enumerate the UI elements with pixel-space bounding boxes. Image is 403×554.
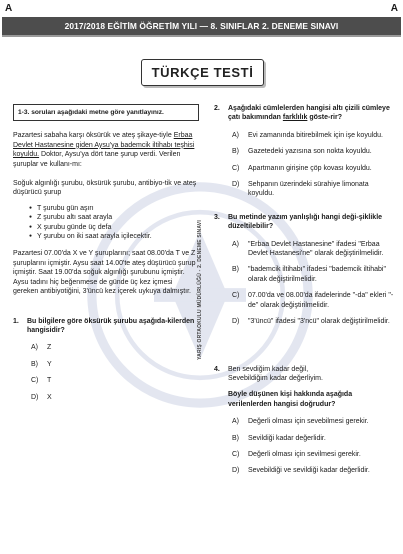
right-column (214, 104, 394, 483)
option-key: C) (31, 377, 39, 385)
option-text: 07.00'da ve 08.00'da ifadelerinde "-da" ekleri "-de" olarak değiştirilmelidir. (248, 292, 394, 309)
list-item: ● Z şurubu altı saat arayla (29, 213, 199, 222)
option-d[interactable] (31, 393, 199, 402)
quote-line-2: Sevebildiğim kadar değerliyim. (228, 374, 323, 382)
underlined-sentence: Erbaa Devlet Hastanesine giden Aysu'ya bademcik iltihabı teşhisi koyuldu. (13, 132, 195, 159)
option-text: "3'üncü" ifadesi "3'ncü" olarak değiştirilmelidir. (248, 318, 390, 326)
instruction-box: 1-3. soruları aşağıdaki metne göre yanıtlayınız. (13, 104, 199, 121)
question-number-spacer (214, 390, 228, 409)
question-2 (214, 104, 394, 123)
option-text: Sevildiği kadar değerlidir. (248, 434, 326, 442)
question-number: 1. (13, 317, 19, 325)
option-key: B) (232, 434, 239, 442)
option-key: A) (232, 131, 239, 139)
option-text: X (47, 393, 52, 401)
option-d[interactable] (232, 466, 394, 475)
option-text: Apartmanın girişine çöp kovası koyuldu. (248, 164, 372, 172)
option-text: Y (47, 360, 52, 368)
question-text (228, 104, 394, 123)
option-text: Sevebildiği ve sevildiği kadar değerlidir. (248, 467, 370, 475)
option-key: C) (232, 292, 240, 300)
option-a[interactable] (232, 240, 394, 259)
subject-title-box (141, 59, 264, 86)
option-a[interactable] (31, 343, 199, 352)
option-key: D) (232, 467, 240, 475)
question-3 (214, 213, 394, 232)
option-key: D) (31, 393, 39, 401)
option-c[interactable] (232, 164, 394, 173)
option-key: B) (232, 148, 239, 156)
question-number: 2. (214, 105, 220, 112)
option-text: Değerli olması için sevebilmesi gerekir. (248, 418, 369, 426)
option-d[interactable] (232, 180, 394, 199)
question-text-end: göste-rir? (307, 114, 342, 122)
booklet-letter-left: A (5, 3, 13, 14)
school-side-label: YARIŞ ORTAOKULU MÜDÜRLÜĞÜ - 2. DENEME SINAVI (197, 220, 203, 360)
left-column (13, 104, 199, 409)
option-key: A) (232, 418, 239, 426)
reading-paragraph-3: Pazartesi 07.00'da X ve Y şuruplarını; saat 08.00'da T ve Z şuruplarını içmiştir. Aysu saat 14.00'te ateş düşürücü şurup içmiştir. Saat 19.00'da soğuk algınlığı şurubunu içmiştir. Aysu tadını hiç beğenmese de günde üç kez içmesi gereken antibiyotiğini, 3'üncü kez içerek uykuya dalmıştır. (13, 250, 196, 296)
option-key: C) (232, 164, 240, 172)
question-1 (13, 317, 199, 336)
question-4 (214, 365, 394, 384)
paragraph-1-end: Doktor, Aysu'ya dört tane şurup verdi. Verilen şuruplar ve kullanı-mı: (13, 151, 181, 168)
exam-title: 2017/2018 EĞİTİM ÖĞRETİM YILI — 8. SINIFLAR 2. DENEME SINAVI (64, 21, 339, 31)
reading-paragraph-1 (13, 131, 199, 169)
option-b[interactable] (232, 434, 394, 443)
question-text: Böyle düşünen kişi hakkında aşağıda verilenlerden hangisi doğrudur? (228, 391, 353, 408)
list-item: ● T şurubu gün aşırı (29, 204, 199, 213)
question-number: 4. (214, 365, 220, 373)
question-4-prompt (214, 390, 394, 409)
reading-paragraph-2: Soğuk algınlığı şurubu, öksürük şurubu, antibiyo-tik ve ateş düşürücü şurup (13, 180, 197, 197)
option-c[interactable] (232, 291, 394, 310)
option-b[interactable] (232, 147, 394, 156)
option-b[interactable] (232, 265, 394, 284)
option-a[interactable] (232, 131, 394, 140)
option-text: Z (47, 344, 52, 352)
option-key: D) (232, 318, 240, 326)
underlined-word: farklılık (282, 114, 308, 122)
option-key: B) (31, 360, 38, 368)
question-1-options (31, 343, 199, 402)
question-text: Bu bilgilere göre öksürük şurubu aşağıda-kilerden hangisidir? (27, 317, 195, 334)
question-number: 3. (214, 213, 220, 221)
question-quote (228, 365, 394, 384)
option-c[interactable] (31, 376, 199, 385)
quote-line-1: Ben sevdiğim kadar değil, (228, 365, 309, 373)
option-key: D) (232, 181, 240, 189)
option-key: B) (232, 266, 239, 274)
option-text: Değerli olması için sevilmesi gerekir. (248, 450, 361, 458)
option-a[interactable] (232, 417, 394, 426)
booklet-letter-right: A (390, 3, 398, 14)
option-key: A) (232, 240, 239, 248)
subject-title: TÜRKÇE TESTİ (151, 65, 254, 80)
question-4-options (232, 417, 394, 476)
option-c[interactable] (232, 450, 394, 459)
option-key: C) (232, 450, 240, 458)
option-text: Sehpanın üzerindeki sürahiye limonata koyuldu. (248, 181, 369, 198)
option-text: "bademcik iltihabı" ifadesi "bademcik iltihabi" olarak değiştirilmelidir. (248, 266, 386, 283)
paragraph-1-start: Pazartesi sabaha karşı öksürük ve ateş şikaye-tiyle (13, 132, 174, 140)
option-text: Gazetedeki yazısına son nokta koyuldu. (248, 148, 372, 156)
question-2-options (232, 131, 394, 199)
option-text: Evi zamanında bitirebilmek için işe koyuldu. (248, 131, 384, 139)
option-b[interactable] (31, 360, 199, 369)
option-d[interactable] (232, 317, 394, 326)
list-item: ● Y şurubu on iki saat arayla içilecektir. (29, 232, 199, 241)
list-item: ● X şurubu günde üç defa (29, 223, 199, 232)
question-text: Bu metinde yazım yanlışlığı hangi deği-şiklikle düzeltilebilir? (228, 213, 383, 231)
option-text: "Erbaa Devlet Hastanesine" ifadesi "Erbaa Devlet Hastanesi'ne" olarak değiştirilmelidir. (248, 240, 384, 258)
exam-title-bar (2, 17, 401, 37)
option-key: A) (31, 344, 38, 352)
syrup-list (29, 204, 199, 242)
option-text: T (47, 377, 52, 385)
question-text-start: Aşağıdaki cümlelerden hangisi altı çizili cümleye çatı bakımından (228, 105, 390, 122)
question-3-options (232, 240, 394, 327)
